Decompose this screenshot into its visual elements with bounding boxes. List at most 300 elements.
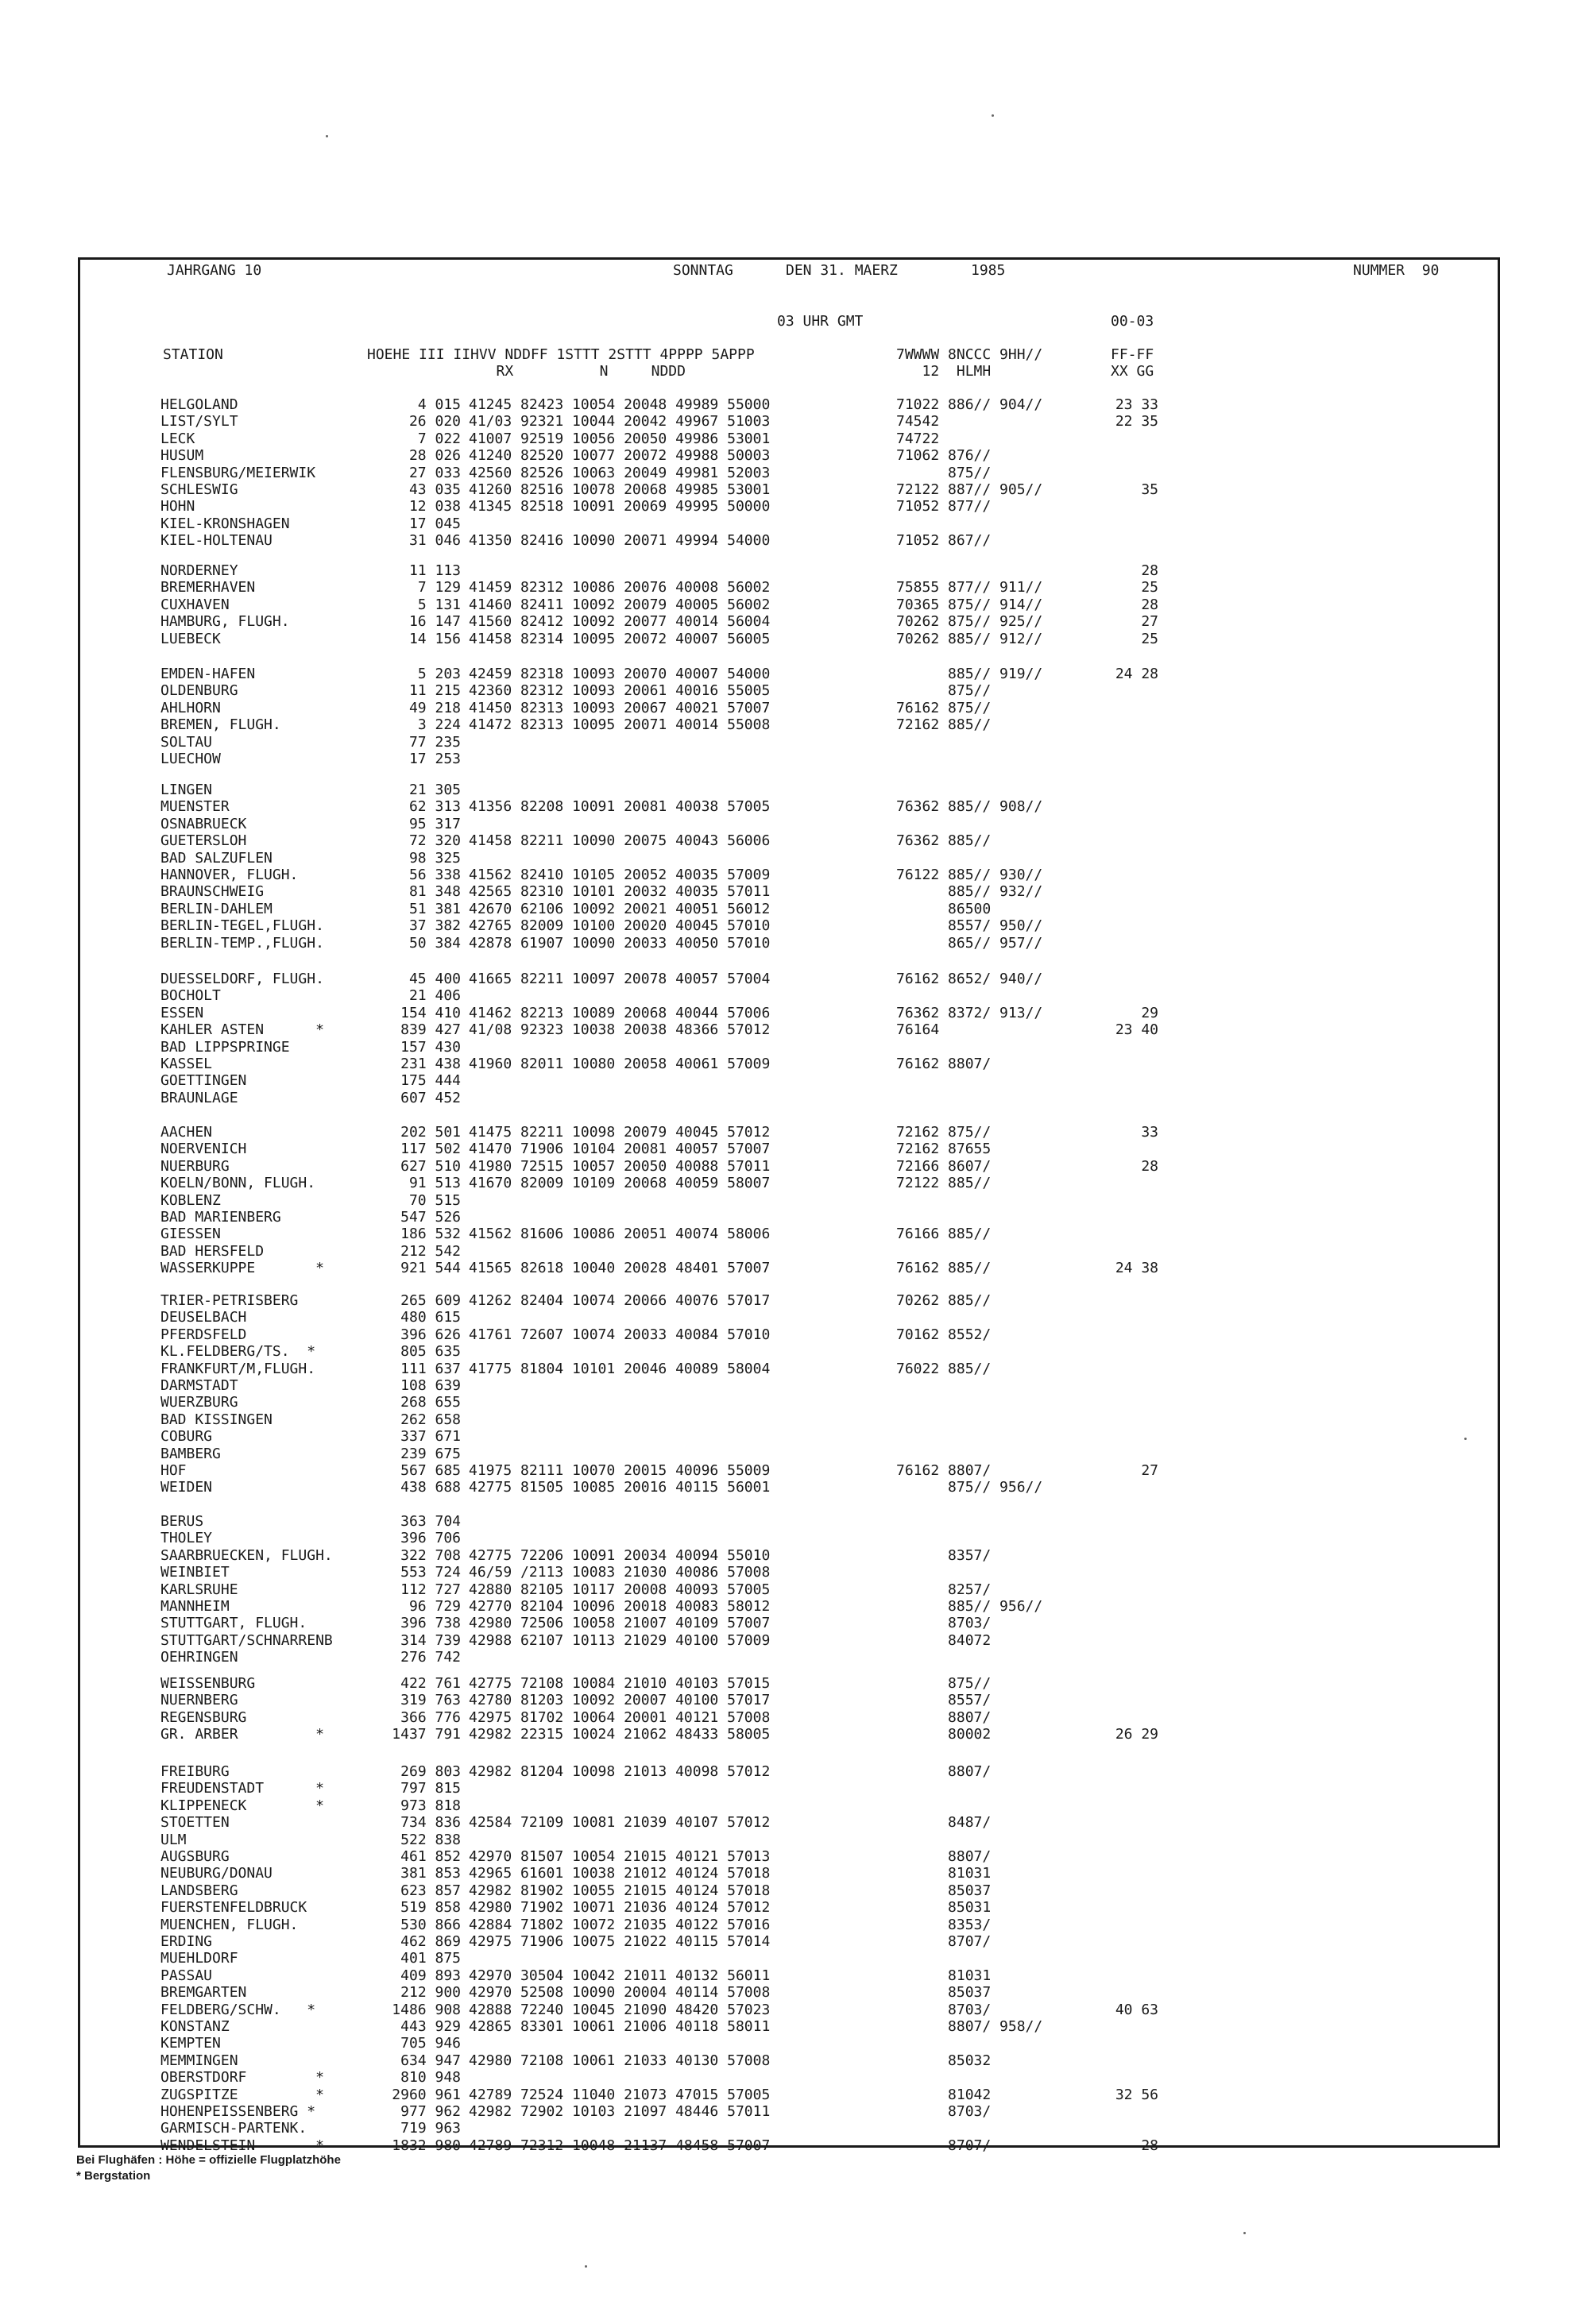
table-row (0, 1865, 1589, 1882)
station-height-index: 95 317 (408, 816, 461, 832)
synop-groups: 41262 82404 10074 20066 40076 57017 (469, 1292, 771, 1309)
synop-groups: 42965 61601 10038 21012 40124 57018 (469, 1865, 771, 1882)
station-height-index: 111 637 (400, 1361, 461, 1377)
weather-groups: 8557/ (896, 1692, 992, 1708)
station-height-index: 269 803 (400, 1763, 461, 1780)
synop-groups: 42980 71902 10071 21036 40124 57012 (469, 1899, 771, 1916)
station-name: EMDEN-HAFEN (160, 666, 256, 682)
weather-groups: 72122 885// (896, 1175, 992, 1191)
station-name: LIST/SYLT (160, 413, 238, 430)
station-height-index: 461 852 (400, 1848, 461, 1865)
station-height-index: 175 444 (400, 1072, 461, 1089)
station-height-index: 1486 908 (392, 2002, 461, 2018)
wind-gust: 24 38 (1115, 1260, 1158, 1276)
table-row (0, 917, 1589, 934)
table-row (0, 734, 1589, 751)
station-height-index: 43 035 (408, 481, 461, 498)
synop-groups: 42980 72506 10058 21007 40109 57007 (469, 1615, 771, 1631)
weather-groups: 70162 8552/ (896, 1326, 992, 1343)
table-row (0, 1243, 1589, 1260)
station-height-index: 117 502 (400, 1141, 461, 1157)
weather-groups: 875// (896, 465, 992, 481)
weather-header-line1: 7WWWW 8NCCC 9HH// (896, 346, 1043, 363)
station-name: FREUDENSTADT * (160, 1780, 324, 1797)
synop-groups: 41562 81606 10086 20051 40074 58006 (469, 1226, 771, 1242)
station-name: LECK (160, 430, 195, 447)
station-name: KARLSRUHE (160, 1581, 238, 1598)
weather-groups: 76164 (896, 1021, 940, 1038)
table-row (0, 1967, 1589, 1984)
synop-groups: 42982 81204 10098 21013 40098 57012 (469, 1763, 771, 1780)
station-name: BAD MARIENBERG (160, 1209, 281, 1226)
station-height-index: 98 325 (408, 850, 461, 867)
table-row (0, 631, 1589, 647)
weather-groups: 72122 887// 905// (896, 481, 1043, 498)
weather-groups: 76162 8807/ (896, 1056, 992, 1072)
table-row (0, 613, 1589, 630)
synop-groups: 42789 72312 10048 21137 48458 57007 (469, 2137, 771, 2154)
table-row (0, 1158, 1589, 1175)
station-height-index: 108 639 (400, 1377, 461, 1394)
wind-gust: 27 (1115, 1462, 1158, 1479)
station-height-index: 921 544 (400, 1260, 461, 1276)
synop-groups: 42880 82105 10117 20008 40093 57005 (469, 1581, 771, 1598)
synop-groups: 42980 72108 10061 21033 40130 57008 (469, 2052, 771, 2069)
station-name: WEIDEN (160, 1479, 213, 1496)
station-height-index: 530 866 (400, 1917, 461, 1933)
station-height-index: 96 729 (408, 1598, 461, 1615)
station-name: CUXHAVEN (160, 596, 230, 613)
synop-groups: 41565 82618 10040 20028 48401 57007 (469, 1260, 771, 1276)
table-row (0, 751, 1589, 767)
station-height-index: 719 963 (400, 2120, 461, 2137)
table-row (0, 2052, 1589, 2069)
synop-groups: 41975 82111 10070 20015 40096 55009 (469, 1462, 771, 1479)
station-name: STUTTGART/SCHNARRENB (160, 1632, 333, 1649)
station-height-index: 1832 980 (392, 2137, 461, 2154)
station-height-index: 553 724 (400, 1564, 461, 1581)
table-row (0, 1984, 1589, 2001)
date-label: DEN 31. MAERZ (786, 262, 898, 279)
wind-header-line1: FF-FF (1111, 346, 1154, 363)
scan-speck (1243, 2232, 1246, 2234)
jahrgang-label: JAHRGANG 10 (167, 262, 262, 279)
station-name: BERUS (160, 1513, 204, 1530)
synop-groups: 42975 71906 10075 21022 40115 57014 (469, 1933, 771, 1950)
code-header-line1: HOEHE III IIHVV NDDFF 1STTT 2STTT 4PPPP 5APPP (367, 346, 755, 363)
station-name: KIEL-KRONSHAGEN (160, 515, 290, 532)
station-name: AUGSBURG (160, 1848, 230, 1865)
weather-groups: 74542 (896, 413, 940, 430)
table-row (0, 2069, 1589, 2086)
station-height-index: 231 438 (400, 1056, 461, 1072)
station-height-index: 37 382 (408, 917, 461, 934)
station-height-index: 705 946 (400, 2035, 461, 2052)
year-label: 1985 (971, 262, 1006, 279)
station-height-index: 45 400 (408, 971, 461, 987)
station-height-index: 7 129 (417, 579, 461, 596)
weather-groups: 885// 919// (896, 666, 1043, 682)
weather-groups: 8557/ 950// (896, 917, 1043, 934)
synop-groups: 41761 72607 10074 20033 40084 57010 (469, 1326, 771, 1343)
station-name: NOERVENICH (160, 1141, 247, 1157)
weather-groups: 72162 875// (896, 1124, 992, 1141)
table-row (0, 1428, 1589, 1445)
station-name: GR. ARBER * (160, 1726, 324, 1743)
table-row (0, 1530, 1589, 1546)
station-height-index: 480 615 (400, 1309, 461, 1326)
wind-gust: 23 33 (1115, 396, 1158, 413)
synop-groups: 42988 62107 10113 21029 40100 57009 (469, 1632, 771, 1649)
table-row (0, 1780, 1589, 1797)
weather-groups: 8807/ (896, 1848, 992, 1865)
table-row (0, 1598, 1589, 1615)
weather-groups: 81042 (896, 2087, 992, 2103)
table-row (0, 1797, 1589, 1814)
station-name: SOLTAU (160, 734, 213, 751)
weather-groups: 76362 885// 908// (896, 798, 1043, 815)
weather-header-line2: 12 HLMH (896, 363, 992, 380)
station-height-index: 3 224 (417, 716, 461, 733)
station-name: BAMBERG (160, 1446, 221, 1462)
synop-groups: 42584 72109 10081 21039 40107 57012 (469, 1814, 771, 1831)
station-height-index: 202 501 (400, 1124, 461, 1141)
table-row (0, 1292, 1589, 1309)
station-name: BRAUNLAGE (160, 1090, 238, 1106)
synop-groups: 41472 82313 10095 20071 40014 55008 (469, 716, 771, 733)
station-name: MUENSTER (160, 798, 230, 815)
weekday-label: SONNTAG (673, 262, 733, 279)
station-name: KAHLER ASTEN * (160, 1021, 324, 1038)
weather-groups: 72166 8607/ (896, 1158, 992, 1175)
weather-groups: 875// (896, 682, 992, 699)
station-name: OLDENBURG (160, 682, 238, 699)
synop-groups: 41240 82520 10077 20072 49988 50003 (469, 447, 771, 464)
synop-groups: 41775 81804 10101 20046 40089 58004 (469, 1361, 771, 1377)
synop-groups: 41980 72515 10057 20050 40088 57011 (469, 1158, 771, 1175)
synop-groups: 42982 22315 10024 21062 48433 58005 (469, 1726, 771, 1743)
table-row (0, 2018, 1589, 2035)
station-height-index: 31 046 (408, 532, 461, 549)
synop-groups: 42775 81505 10085 20016 40115 56001 (469, 1479, 771, 1496)
station-name: NUERBURG (160, 1158, 230, 1175)
table-row (0, 1882, 1589, 1899)
station-name: LUECHOW (160, 751, 221, 767)
station-name: NUERNBERG (160, 1692, 238, 1708)
weather-groups: 8353/ (896, 1917, 992, 1933)
table-row (0, 579, 1589, 596)
synop-groups: 42459 82318 10093 20070 40007 54000 (469, 666, 771, 682)
station-name: FRANKFURT/M,FLUGH. (160, 1361, 316, 1377)
weather-groups: 76162 8807/ (896, 1462, 992, 1479)
station-height-index: 401 875 (400, 1950, 461, 1967)
weather-groups: 72162 885// (896, 716, 992, 733)
weather-groups: 81031 (896, 1967, 992, 1984)
station-name: ULM (160, 1832, 187, 1848)
station-name: MUENCHEN, FLUGH. (160, 1917, 299, 1933)
station-name: WEINBIET (160, 1564, 230, 1581)
table-row (0, 2120, 1589, 2137)
weather-groups: 75855 877// 911// (896, 579, 1043, 596)
table-row (0, 1446, 1589, 1462)
table-row (0, 1692, 1589, 1708)
synop-groups: 42970 81507 10054 21015 40121 57013 (469, 1848, 771, 1865)
station-height-index: 5 131 (417, 596, 461, 613)
table-row (0, 1021, 1589, 1038)
station-name: BERLIN-TEMP.,FLUGH. (160, 935, 324, 952)
table-row (0, 1950, 1589, 1967)
table-row (0, 1141, 1589, 1157)
table-row (0, 1326, 1589, 1343)
weather-groups: 885// 932// (896, 883, 1043, 900)
synop-groups: 41470 71906 10104 20081 40057 57007 (469, 1141, 771, 1157)
table-row (0, 596, 1589, 613)
station-name: ERDING (160, 1933, 213, 1950)
table-row (0, 1564, 1589, 1581)
synop-groups: 42775 72206 10091 20034 40094 55010 (469, 1547, 771, 1564)
table-row (0, 1709, 1589, 1726)
synop-groups: 42360 82312 10093 20061 40016 55005 (469, 682, 771, 699)
weather-groups: 8357/ (896, 1547, 992, 1564)
station-height-index: 27 033 (408, 465, 461, 481)
station-height-index: 443 929 (400, 2018, 461, 2035)
station-height-index: 11 215 (408, 682, 461, 699)
table-row (0, 1848, 1589, 1865)
station-name: HOHN (160, 498, 195, 515)
station-name: OBERSTDORF * (160, 2069, 324, 2086)
table-row (0, 901, 1589, 917)
weather-groups: 875// 956// (896, 1479, 1043, 1496)
scan-speck (326, 135, 328, 137)
station-name: STOETTEN (160, 1814, 230, 1831)
station-name: LINGEN (160, 782, 213, 798)
wind-gust: 24 28 (1115, 666, 1158, 682)
time-range: 00-03 (1111, 313, 1154, 330)
synop-groups: 41460 82411 10092 20079 40005 56002 (469, 596, 771, 613)
table-row (0, 700, 1589, 716)
station-height-index: 56 338 (408, 867, 461, 883)
table-row (0, 1917, 1589, 1933)
synop-groups: 41/03 92321 10044 20042 49967 51003 (469, 413, 771, 430)
scan-speck (1464, 1438, 1467, 1440)
table-row (0, 798, 1589, 815)
synop-groups: 42789 72524 11040 21073 47015 57005 (469, 2087, 771, 2103)
table-row (0, 1832, 1589, 1848)
station-height-index: 810 948 (400, 2069, 461, 2086)
wind-gust: 26 29 (1115, 1726, 1158, 1743)
station-name: MANNHEIM (160, 1598, 230, 1615)
station-height-index: 337 671 (400, 1428, 461, 1445)
table-row (0, 832, 1589, 849)
table-row (0, 987, 1589, 1004)
synop-groups: 42975 81702 10064 20001 40121 57008 (469, 1709, 771, 1726)
station-height-index: 322 708 (400, 1547, 461, 1564)
table-row (0, 1090, 1589, 1106)
station-name: HOHENPEISSENBERG * (160, 2103, 316, 2120)
synop-groups: 41562 82410 10105 20052 40035 57009 (469, 867, 771, 883)
station-height-index: 239 675 (400, 1446, 461, 1462)
table-row (0, 1649, 1589, 1666)
weather-groups: 865// 957// (896, 935, 1043, 952)
station-height-index: 16 147 (408, 613, 461, 630)
station-height-index: 28 026 (408, 447, 461, 464)
station-name: GIESSEN (160, 1226, 221, 1242)
station-name: FREIBURG (160, 1763, 230, 1780)
synop-groups: 42970 30504 10042 21011 40132 56011 (469, 1967, 771, 1984)
station-name: BREMGARTEN (160, 1984, 247, 2001)
weather-groups: 85037 (896, 1984, 992, 2001)
wind-gust: 27 (1115, 613, 1158, 630)
station-name: NEUBURG/DONAU (160, 1865, 273, 1882)
station-height-index: 396 706 (400, 1530, 461, 1546)
station-name: KOBLENZ (160, 1192, 221, 1209)
table-row (0, 1394, 1589, 1411)
station-height-index: 462 869 (400, 1933, 461, 1950)
table-row (0, 935, 1589, 952)
wind-gust: 25 (1115, 631, 1158, 647)
station-name: LUEBECK (160, 631, 221, 647)
weather-groups: 72162 87655 (896, 1141, 992, 1157)
synop-groups: 42982 81902 10055 21015 40124 57018 (469, 1882, 771, 1899)
synop-groups: 42865 83301 10061 21006 40118 58011 (469, 2018, 771, 2035)
wind-gust: 32 56 (1115, 2087, 1158, 2103)
station-name: FUERSTENFELDBRUCK (160, 1899, 307, 1916)
weather-groups: 71052 877// (896, 498, 992, 515)
station-height-index: 17 045 (408, 515, 461, 532)
synop-groups: 42765 82009 10100 20020 40045 57010 (469, 917, 771, 934)
synop-groups: 42780 81203 10092 20007 40100 57017 (469, 1692, 771, 1708)
weather-groups: 86500 (896, 901, 992, 917)
weather-groups: 84072 (896, 1632, 992, 1649)
station-name: AACHEN (160, 1124, 213, 1141)
synop-groups: 41458 82211 10090 20075 40043 56006 (469, 832, 771, 849)
weather-groups: 8487/ (896, 1814, 992, 1831)
station-height-index: 607 452 (400, 1090, 461, 1106)
station-height-index: 4 015 (417, 396, 461, 413)
station-height-index: 381 853 (400, 1865, 461, 1882)
weather-groups: 8807/ (896, 1763, 992, 1780)
station-name: WENDELSTEIN * (160, 2137, 324, 2154)
station-name: GOETTINGEN (160, 1072, 247, 1089)
station-name: PASSAU (160, 1967, 213, 1984)
synop-groups: 41462 82213 10089 20068 40044 57006 (469, 1005, 771, 1021)
table-row (0, 1361, 1589, 1377)
station-height-index: 5 203 (417, 666, 461, 682)
synop-groups: 42670 62106 10092 20021 40051 56012 (469, 901, 771, 917)
weather-groups: 8703/ (896, 2103, 992, 2120)
table-row (0, 413, 1589, 430)
weather-groups: 85031 (896, 1899, 992, 1916)
scan-speck (585, 2265, 587, 2268)
station-height-index: 186 532 (400, 1226, 461, 1242)
footnote-airport-height: Bei Flughäfen : Höhe = offizielle Flugplatzhöhe (76, 2153, 341, 2167)
station-name: DARMSTADT (160, 1377, 238, 1394)
table-row (0, 867, 1589, 883)
station-name: SAARBRUECKEN, FLUGH. (160, 1547, 333, 1564)
wind-gust: 40 63 (1115, 2002, 1158, 2018)
station-height-index: 366 776 (400, 1709, 461, 1726)
weather-groups: 70262 885// 912// (896, 631, 1043, 647)
table-row (0, 1479, 1589, 1496)
weather-groups: 8807/ (896, 1709, 992, 1726)
station-name: HUSUM (160, 447, 204, 464)
weather-groups: 76362 8372/ 913// (896, 1005, 1043, 1021)
station-name: LANDSBERG (160, 1882, 238, 1899)
station-height-index: 977 962 (400, 2103, 461, 2120)
table-row (0, 666, 1589, 682)
station-name: GUETERSLOH (160, 832, 247, 849)
table-row (0, 447, 1589, 464)
synop-groups: 41350 82416 10090 20071 49994 54000 (469, 532, 771, 549)
synop-groups: 41356 82208 10091 20081 40038 57005 (469, 798, 771, 815)
station-name: COBURG (160, 1428, 213, 1445)
weather-groups: 76162 885// (896, 1260, 992, 1276)
weather-groups: 85032 (896, 2052, 992, 2069)
footnote-mountain-station: * Bergstation (76, 2169, 151, 2183)
synop-groups: 42770 82104 10096 20018 40083 58012 (469, 1598, 771, 1615)
synop-groups: 41260 82516 10078 20068 49985 53001 (469, 481, 771, 498)
weather-groups: 70262 875// 925// (896, 613, 1043, 630)
station-name: HOF (160, 1462, 187, 1479)
weather-groups: 8707/ (896, 2137, 992, 2154)
weather-groups: 8703/ (896, 1615, 992, 1631)
station-name: FELDBERG/SCHW. * (160, 2002, 316, 2018)
table-row (0, 1411, 1589, 1428)
wind-gust: 23 40 (1115, 1021, 1158, 1038)
table-row (0, 515, 1589, 532)
wind-gust: 28 (1115, 2137, 1158, 2154)
synop-groups: 41345 82518 10091 20069 49995 50000 (469, 498, 771, 515)
synop-groups: 42560 82526 10063 20049 49981 52003 (469, 465, 771, 481)
station-height-index: 363 704 (400, 1513, 461, 1530)
table-row (0, 1513, 1589, 1530)
table-row (0, 883, 1589, 900)
table-row (0, 1462, 1589, 1479)
table-row (0, 1933, 1589, 1950)
station-name: OSNABRUECK (160, 816, 247, 832)
station-height-index: 522 838 (400, 1832, 461, 1848)
weather-groups: 80002 (896, 1726, 992, 1743)
station-name: DEUSELBACH (160, 1309, 247, 1326)
table-row (0, 1209, 1589, 1226)
table-row (0, 782, 1589, 798)
table-row (0, 1192, 1589, 1209)
station-height-index: 70 515 (408, 1192, 461, 1209)
station-name: BAD HERSFELD (160, 1243, 265, 1260)
table-row (0, 562, 1589, 579)
station-height-index: 519 858 (400, 1899, 461, 1916)
table-row (0, 1675, 1589, 1692)
weather-groups: 8707/ (896, 1933, 992, 1950)
station-name: ESSEN (160, 1005, 204, 1021)
station-height-index: 268 655 (400, 1394, 461, 1411)
table-row (0, 1309, 1589, 1326)
table-row (0, 682, 1589, 699)
station-height-index: 81 348 (408, 883, 461, 900)
station-height-index: 1437 791 (392, 1726, 461, 1743)
table-row (0, 2002, 1589, 2018)
synop-groups: 42565 82310 10101 20032 40035 57011 (469, 883, 771, 900)
table-row (0, 498, 1589, 515)
table-row (0, 1056, 1589, 1072)
table-row (0, 1763, 1589, 1780)
station-height-index: 734 836 (400, 1814, 461, 1831)
station-name: KL.FELDBERG/TS. * (160, 1343, 316, 1360)
station-name: DUESSELDORF, FLUGH. (160, 971, 324, 987)
synop-groups: 41475 82211 10098 20079 40045 57012 (469, 1124, 771, 1141)
station-name: BAD SALZUFLEN (160, 850, 273, 867)
synop-groups: 41245 82423 10054 20048 49989 55000 (469, 396, 771, 413)
